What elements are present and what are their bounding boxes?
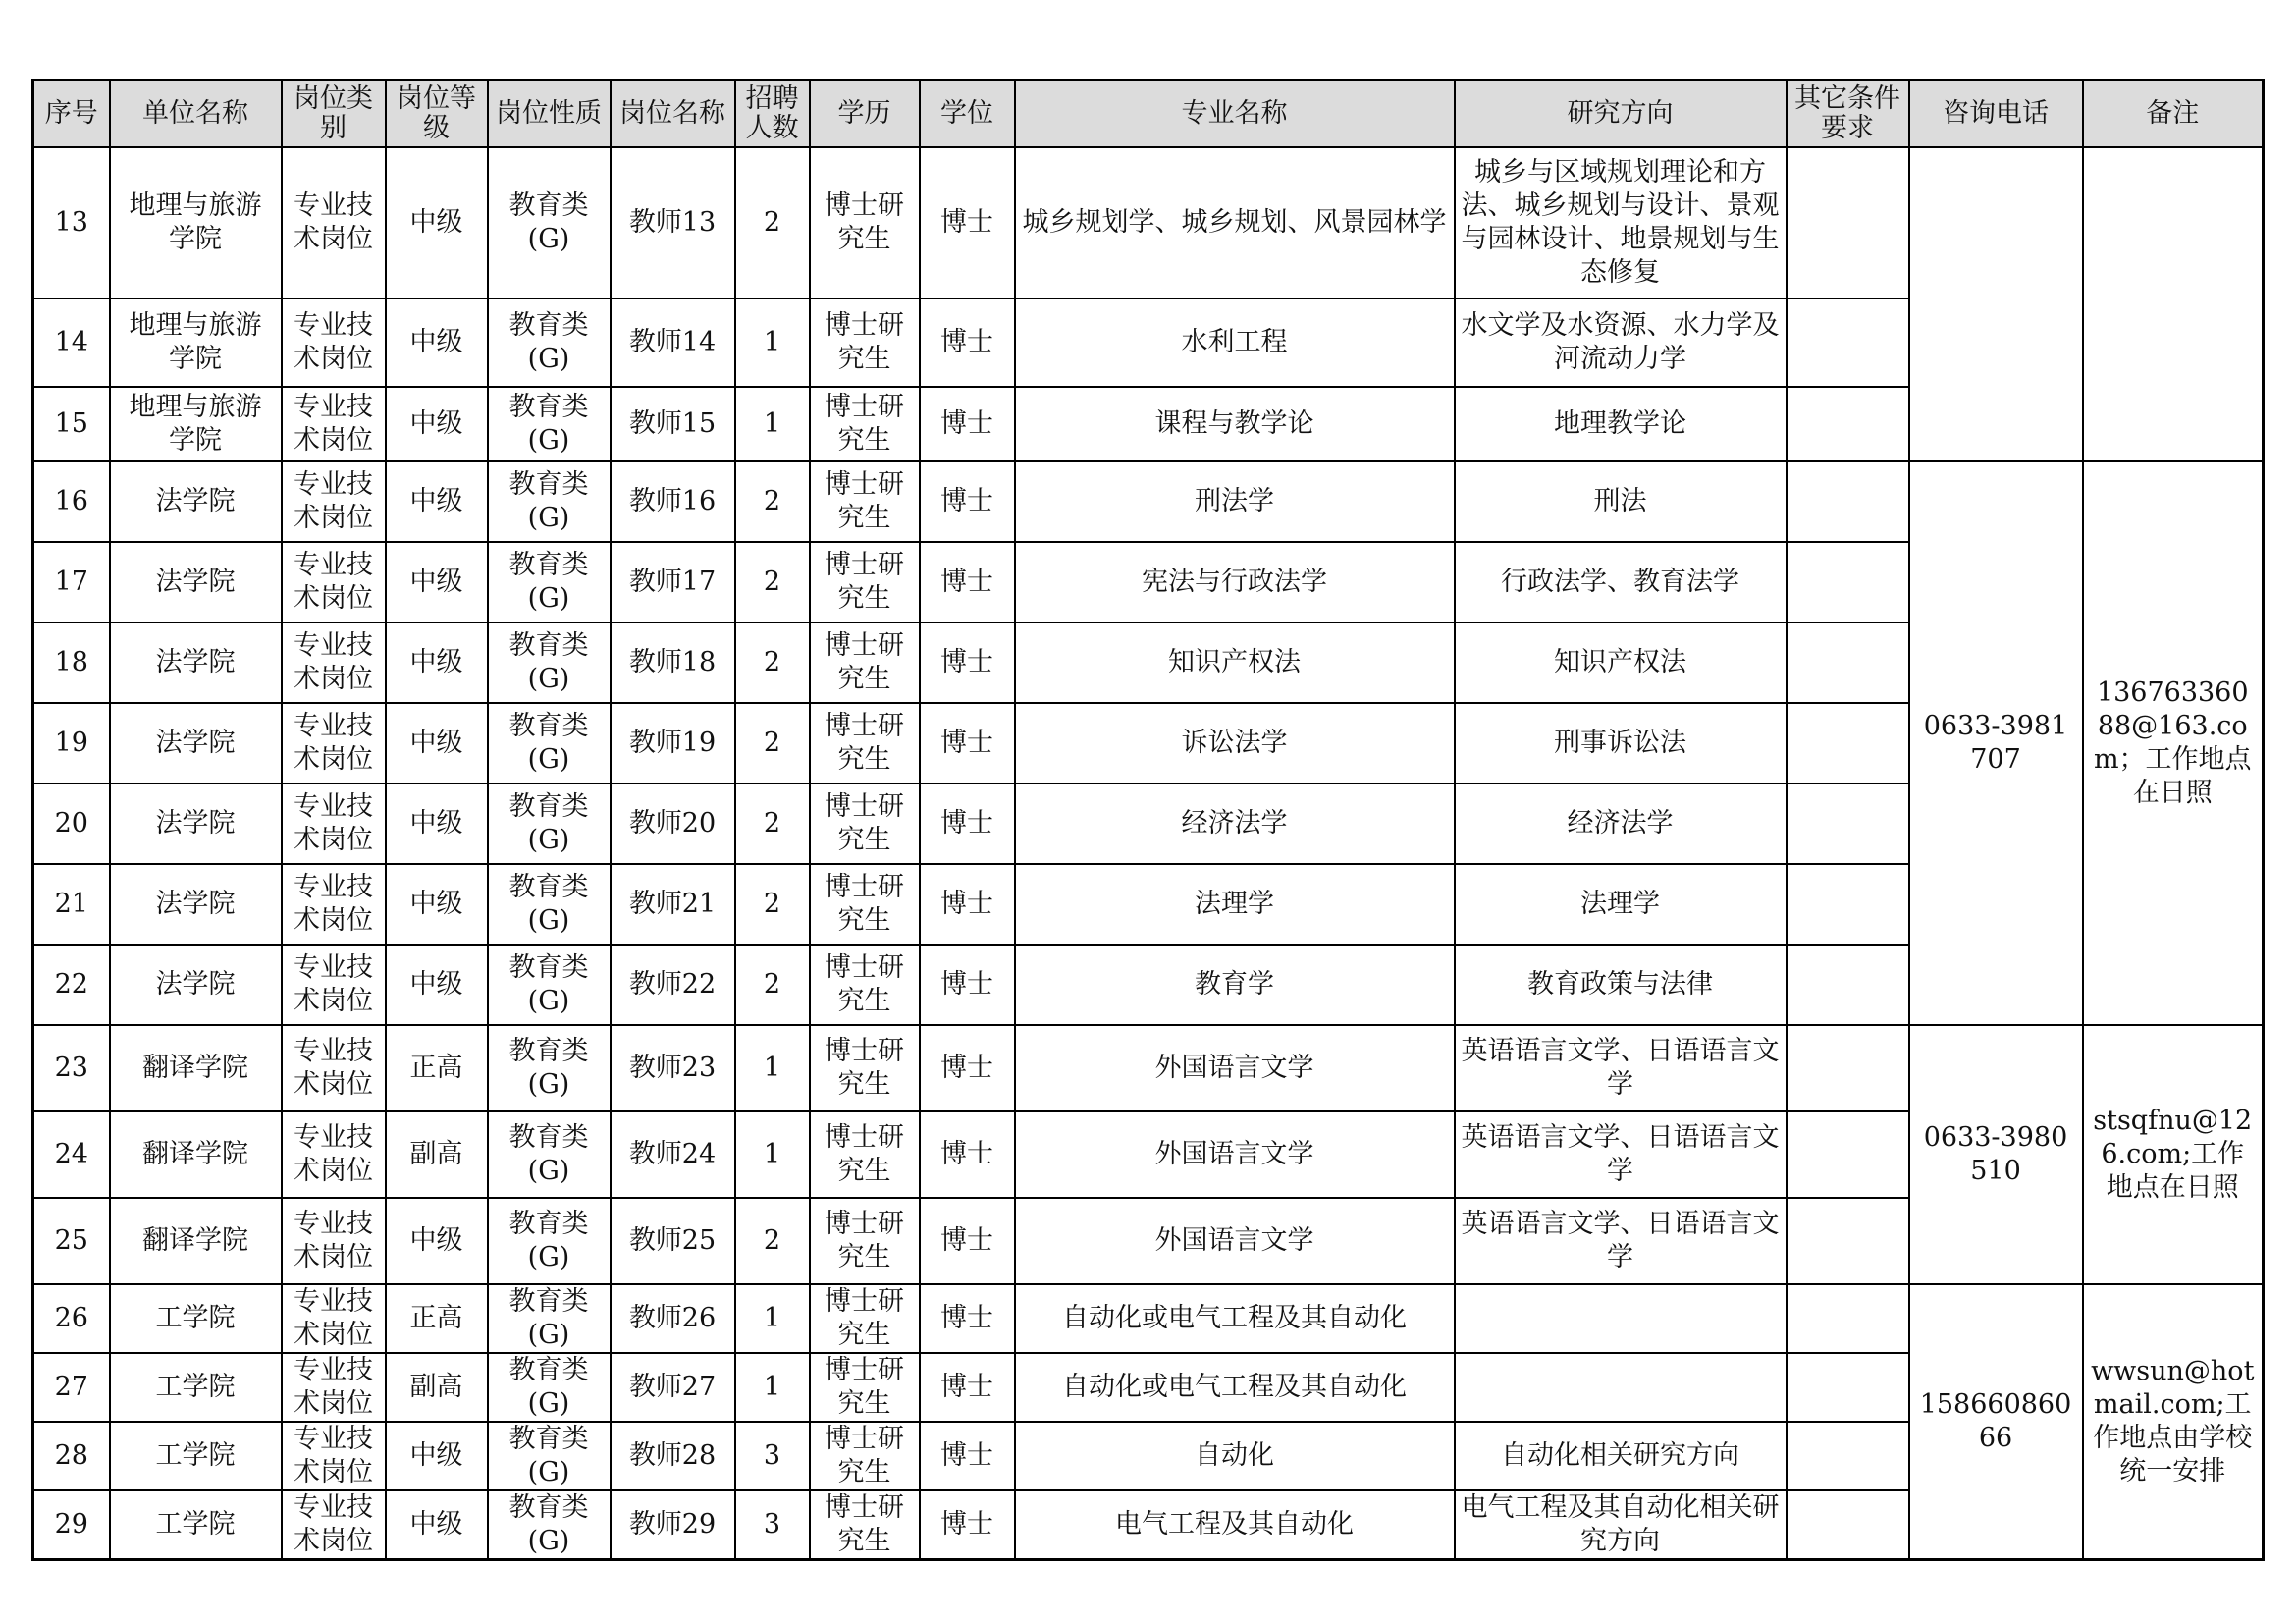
cell-degree: 博士 [920,387,1015,461]
cell-major: 城乡规划学、城乡规划、风景园林学 [1015,147,1455,298]
cell-education: 博士研究生 [810,622,920,703]
cell-other [1787,387,1909,461]
cell-degree: 博士 [920,1422,1015,1490]
cell-major: 诉讼法学 [1015,703,1455,784]
cell-unit: 法学院 [110,542,282,622]
cell-direction: 水文学及水资源、水力学及河流动力学 [1455,298,1787,387]
recruitment-table-sheet [31,79,2262,1561]
cell-degree: 博士 [920,784,1015,864]
cell-degree: 博士 [920,298,1015,387]
cell-direction: 城乡与区域规划理论和方法、城乡规划与设计、景观与园林设计、地景规划与生态修复 [1455,147,1787,298]
cell-education: 博士研究生 [810,1422,920,1490]
cell-direction: 行政法学、教育法学 [1455,542,1787,622]
cell-no: 13 [33,147,110,298]
cell-nature: 教育类(G) [488,1025,611,1111]
cell-unit: 工学院 [110,1422,282,1490]
cell-level: 正高 [386,1025,488,1111]
cell-other [1787,1198,1909,1284]
cell-degree: 博士 [920,542,1015,622]
cell-education: 博士研究生 [810,703,920,784]
cell-unit: 法学院 [110,703,282,784]
cell-no: 18 [33,622,110,703]
cell-major: 教育学 [1015,945,1455,1025]
cell-direction [1455,1284,1787,1353]
cell-number: 1 [735,1025,810,1111]
cell-degree: 博士 [920,864,1015,945]
cell-no: 20 [33,784,110,864]
cell-education: 博士研究生 [810,784,920,864]
cell-level: 中级 [386,864,488,945]
cell-other [1787,1111,1909,1198]
cell-degree: 博士 [920,1353,1015,1422]
cell-number: 2 [735,864,810,945]
cell-phone: 15866086066 [1909,1284,2083,1560]
cell-note [2083,147,2264,461]
cell-direction: 英语语言文学、日语语言文学 [1455,1111,1787,1198]
cell-other [1787,147,1909,298]
cell-category: 专业技术岗位 [282,1353,386,1422]
cell-number: 2 [735,703,810,784]
cell-category: 专业技术岗位 [282,1198,386,1284]
cell-major: 宪法与行政法学 [1015,542,1455,622]
cell-education: 博士研究生 [810,1025,920,1111]
cell-education: 博士研究生 [810,1198,920,1284]
table-row [33,1025,2264,1111]
table-row [33,1284,2264,1353]
cell-post: 教师21 [611,864,735,945]
cell-education: 博士研究生 [810,945,920,1025]
cell-level: 副高 [386,1111,488,1198]
cell-no: 22 [33,945,110,1025]
cell-degree: 博士 [920,1490,1015,1560]
cell-education: 博士研究生 [810,387,920,461]
cell-category: 专业技术岗位 [282,461,386,542]
cell-number: 2 [735,542,810,622]
recruitment-table [31,79,2265,1561]
cell-no: 17 [33,542,110,622]
table-row [33,147,2264,298]
cell-level: 中级 [386,298,488,387]
cell-category: 专业技术岗位 [282,1490,386,1560]
cell-direction: 自动化相关研究方向 [1455,1422,1787,1490]
cell-post: 教师26 [611,1284,735,1353]
cell-phone: 0633-3980510 [1909,1025,2083,1284]
cell-category: 专业技术岗位 [282,1111,386,1198]
cell-other [1787,461,1909,542]
cell-other [1787,622,1909,703]
cell-category: 专业技术岗位 [282,945,386,1025]
cell-education: 博士研究生 [810,1284,920,1353]
cell-number: 1 [735,1353,810,1422]
cell-unit: 法学院 [110,864,282,945]
cell-note: stsqfnu@126.com;工作地点在日照 [2083,1025,2264,1284]
cell-level: 中级 [386,461,488,542]
cell-post: 教师29 [611,1490,735,1560]
cell-post: 教师13 [611,147,735,298]
cell-other [1787,542,1909,622]
cell-unit: 地理与旅游学院 [110,387,282,461]
cell-no: 28 [33,1422,110,1490]
cell-category: 专业技术岗位 [282,298,386,387]
cell-major: 水利工程 [1015,298,1455,387]
cell-post: 教师20 [611,784,735,864]
cell-other [1787,1422,1909,1490]
cell-education: 博士研究生 [810,542,920,622]
cell-unit: 翻译学院 [110,1025,282,1111]
cell-major: 自动化 [1015,1422,1455,1490]
cell-post: 教师14 [611,298,735,387]
cell-level: 中级 [386,1198,488,1284]
cell-post: 教师25 [611,1198,735,1284]
cell-post: 教师22 [611,945,735,1025]
cell-category: 专业技术岗位 [282,1422,386,1490]
cell-major: 课程与教学论 [1015,387,1455,461]
cell-category: 专业技术岗位 [282,387,386,461]
cell-nature: 教育类(G) [488,622,611,703]
cell-degree: 博士 [920,461,1015,542]
cell-level: 中级 [386,945,488,1025]
cell-direction: 英语语言文学、日语语言文学 [1455,1198,1787,1284]
cell-direction: 地理教学论 [1455,387,1787,461]
cell-number: 2 [735,147,810,298]
header-cell-phone: 咨询电话 [1909,81,2083,148]
cell-nature: 教育类(G) [488,864,611,945]
cell-no: 27 [33,1353,110,1422]
cell-level: 中级 [386,387,488,461]
cell-no: 29 [33,1490,110,1560]
cell-category: 专业技术岗位 [282,784,386,864]
cell-direction: 电气工程及其自动化相关研究方向 [1455,1490,1787,1560]
cell-nature: 教育类(G) [488,147,611,298]
cell-nature: 教育类(G) [488,1284,611,1353]
cell-no: 23 [33,1025,110,1111]
cell-major: 自动化或电气工程及其自动化 [1015,1353,1455,1422]
cell-no: 15 [33,387,110,461]
cell-major: 刑法学 [1015,461,1455,542]
cell-direction: 经济法学 [1455,784,1787,864]
cell-nature: 教育类(G) [488,298,611,387]
cell-unit: 翻译学院 [110,1198,282,1284]
header-cell-other: 其它条件要求 [1787,81,1909,148]
cell-no: 14 [33,298,110,387]
cell-other [1787,298,1909,387]
header-cell-post: 岗位名称 [611,81,735,148]
header-cell-direction: 研究方向 [1455,81,1787,148]
cell-nature: 教育类(G) [488,703,611,784]
cell-nature: 教育类(G) [488,1111,611,1198]
cell-level: 中级 [386,1422,488,1490]
cell-major: 经济法学 [1015,784,1455,864]
cell-unit: 地理与旅游学院 [110,298,282,387]
cell-nature: 教育类(G) [488,542,611,622]
cell-post: 教师28 [611,1422,735,1490]
cell-nature: 教育类(G) [488,1198,611,1284]
cell-unit: 法学院 [110,945,282,1025]
cell-no: 21 [33,864,110,945]
header-cell-nature: 岗位性质 [488,81,611,148]
cell-level: 正高 [386,1284,488,1353]
cell-category: 专业技术岗位 [282,864,386,945]
cell-degree: 博士 [920,703,1015,784]
cell-degree: 博士 [920,1284,1015,1353]
cell-no: 26 [33,1284,110,1353]
cell-number: 2 [735,1198,810,1284]
cell-other [1787,784,1909,864]
cell-unit: 工学院 [110,1490,282,1560]
cell-post: 教师16 [611,461,735,542]
cell-phone: 0633-3981707 [1909,461,2083,1025]
header-cell-major: 专业名称 [1015,81,1455,148]
cell-direction: 法理学 [1455,864,1787,945]
cell-post: 教师24 [611,1111,735,1198]
cell-nature: 教育类(G) [488,1422,611,1490]
cell-no: 25 [33,1198,110,1284]
cell-post: 教师18 [611,622,735,703]
cell-education: 博士研究生 [810,1490,920,1560]
cell-nature: 教育类(G) [488,1353,611,1422]
cell-major: 知识产权法 [1015,622,1455,703]
cell-other [1787,1284,1909,1353]
cell-number: 1 [735,298,810,387]
cell-nature: 教育类(G) [488,461,611,542]
cell-number: 1 [735,1284,810,1353]
cell-other [1787,1025,1909,1111]
cell-unit: 法学院 [110,461,282,542]
cell-education: 博士研究生 [810,461,920,542]
header-cell-note: 备注 [2083,81,2264,148]
cell-unit: 翻译学院 [110,1111,282,1198]
cell-level: 中级 [386,542,488,622]
header-cell-category: 岗位类别 [282,81,386,148]
header-cell-degree: 学位 [920,81,1015,148]
cell-number: 2 [735,461,810,542]
cell-no: 19 [33,703,110,784]
cell-level: 中级 [386,784,488,864]
cell-level: 中级 [386,703,488,784]
cell-number: 2 [735,784,810,864]
cell-post: 教师19 [611,703,735,784]
cell-major: 法理学 [1015,864,1455,945]
cell-note: wwsun@hotmail.com;工作地点由学校统一安排 [2083,1284,2264,1560]
cell-level: 中级 [386,622,488,703]
cell-education: 博士研究生 [810,1353,920,1422]
cell-level: 中级 [386,147,488,298]
table-row [33,461,2264,542]
cell-no: 16 [33,461,110,542]
cell-degree: 博士 [920,1111,1015,1198]
cell-post: 教师17 [611,542,735,622]
cell-degree: 博士 [920,147,1015,298]
cell-nature: 教育类(G) [488,784,611,864]
cell-education: 博士研究生 [810,1111,920,1198]
cell-post: 教师15 [611,387,735,461]
cell-category: 专业技术岗位 [282,147,386,298]
cell-unit: 工学院 [110,1353,282,1422]
cell-category: 专业技术岗位 [282,1025,386,1111]
cell-number: 2 [735,622,810,703]
cell-direction: 刑法 [1455,461,1787,542]
cell-direction: 刑事诉讼法 [1455,703,1787,784]
header-cell-no: 序号 [33,81,110,148]
cell-post: 教师23 [611,1025,735,1111]
cell-nature: 教育类(G) [488,1490,611,1560]
cell-unit: 法学院 [110,784,282,864]
cell-number: 1 [735,387,810,461]
cell-no: 24 [33,1111,110,1198]
cell-number: 1 [735,1111,810,1198]
cell-direction: 英语语言文学、日语语言文学 [1455,1025,1787,1111]
cell-major: 外国语言文学 [1015,1198,1455,1284]
cell-degree: 博士 [920,1025,1015,1111]
table-body [33,147,2264,1560]
cell-number: 3 [735,1422,810,1490]
cell-education: 博士研究生 [810,298,920,387]
header-cell-unit: 单位名称 [110,81,282,148]
cell-major: 外国语言文学 [1015,1025,1455,1111]
cell-nature: 教育类(G) [488,945,611,1025]
cell-degree: 博士 [920,1198,1015,1284]
cell-category: 专业技术岗位 [282,703,386,784]
cell-direction [1455,1353,1787,1422]
cell-number: 2 [735,945,810,1025]
cell-major: 自动化或电气工程及其自动化 [1015,1284,1455,1353]
cell-category: 专业技术岗位 [282,542,386,622]
header-cell-number: 招聘人数 [735,81,810,148]
cell-other [1787,703,1909,784]
header-cell-level: 岗位等级 [386,81,488,148]
table-header [33,81,2264,148]
cell-post: 教师27 [611,1353,735,1422]
cell-degree: 博士 [920,945,1015,1025]
cell-other [1787,1490,1909,1560]
cell-other [1787,945,1909,1025]
cell-nature: 教育类(G) [488,387,611,461]
cell-education: 博士研究生 [810,147,920,298]
cell-phone [1909,147,2083,461]
cell-number: 3 [735,1490,810,1560]
cell-level: 中级 [386,1490,488,1560]
cell-major: 电气工程及其自动化 [1015,1490,1455,1560]
header-cell-education: 学历 [810,81,920,148]
cell-level: 副高 [386,1353,488,1422]
cell-unit: 地理与旅游学院 [110,147,282,298]
cell-category: 专业技术岗位 [282,622,386,703]
cell-education: 博士研究生 [810,864,920,945]
cell-unit: 工学院 [110,1284,282,1353]
cell-major: 外国语言文学 [1015,1111,1455,1198]
cell-category: 专业技术岗位 [282,1284,386,1353]
cell-unit: 法学院 [110,622,282,703]
cell-degree: 博士 [920,622,1015,703]
cell-direction: 知识产权法 [1455,622,1787,703]
cell-note: 13676336088@163.com；工作地点在日照 [2083,461,2264,1025]
cell-direction: 教育政策与法律 [1455,945,1787,1025]
cell-other [1787,864,1909,945]
cell-other [1787,1353,1909,1422]
